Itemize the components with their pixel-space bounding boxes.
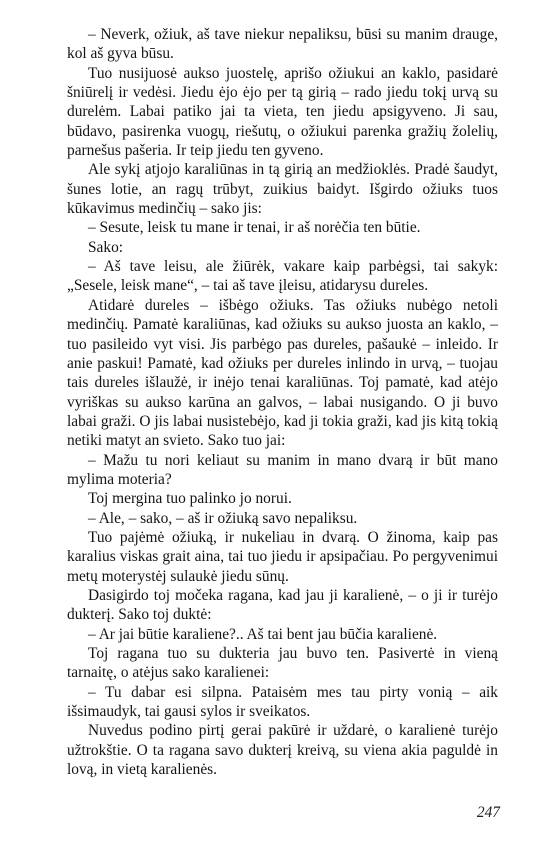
paragraph-4: – Sesute, leisk tu mane ir tenai, ir aš norėčia ten būtie. [88,219,421,237]
book-page-text [67,25,498,779]
paragraph-10: – Ale, – sako, – aš ir ožiuką savo nepaliksu. [88,509,358,527]
paragraph-12: Dasigirdo toj močeka ragana, kad jau ji karalienė, – o ji ir turėjo dukterį. Sako toj duktė: [67,586,498,624]
paragraph-16: Nuvedus podino pirtį gerai pakūrė ir uždarė, o karalienė turėjo užtrokštie. O ta ragana savo dukterį kreivą, su viena akia paguldė in lovą, in vietą karalienės. [67,722,498,779]
paragraph-13: – Ar jai būtie karaliene?.. Aš tai bent jau būčia karalienė. [88,625,438,643]
paragraph-9: Toj mergina tuo palinko jo norui. [88,490,292,508]
paragraph-8: – Mažu tu nori keliaut su manim in mano dvarą ir būt mano mylima moteria? [67,451,498,488]
paragraph-15: – Tu dabar esi silpna. Pataisėm mes tau pirty vonią – aik išsimaudyk, tai gausi sylos ir sveikatos. [67,683,498,721]
paragraph-1: – Neverk, ožiuk, aš tave niekur nepaliksu, būsi su manim drauge, kol aš gyva būsu. [67,26,498,63]
paragraph-11: Tuo pajėmė ožiuką, ir nukeliau in dvarą. O žinoma, kaip pas karalius viskas grait aina, tai tuo jiedu ir apsipačiau. Po pergyvenimui metų moterystėj sulaukė jiedu sūnų. [67,528,498,585]
page-number: 247 [476,804,500,821]
paragraph-2: Tuo nusijuosė aukso juostelę, aprišo ožiukui an kaklo, pasidarė šniūrelį ir vedėsi. Jiedu ėjo ėjo per tą girią – rado jiedu tokį urvą su durelėm. Labai patiko jai ta vieta, ten jiedu apsigyveno. Ji sau, būdavo, pasirenka vuogų, riešutų, o ožiukui parenka gražių žolelių, parnešus pašeria. Ir teip jiedu ten gyveno. [67,64,498,160]
paragraph-7: Atidarė dureles – išbėgo ožiuks. Tas ožiuks nubėgo netoli medinčių. Pamatė karaliūnas, kad ožiuks su aukso juosta an kaklo, – tuo pasileido vyt visi. Jis parbėgo pas dureles, pašaukė – inleido. Ir anie paskui! Pamatė, kad ožiuks per dureles inlindo in urvą, – tuojau tais dureles išlaužė, ir inėjo tenai karaliūnas. Toj pamatė, kad atėjo vyriškas su aukso karūna an galvos, – labai nusigando. O ji buvo labai graži. O jis labai nusistebėjo, kad ji tokia graži, kad jis kitą tokią netiki matyt an svieto. Sako tuo jai: [67,296,498,450]
paragraph-14: Toj ragana tuo su dukteria jau buvo ten. Pasivertė in vieną tarnaitę, o atėjus sako karalienei: [67,645,498,682]
paragraph-3: Ale sykį atjojo karaliūnas in tą girią an medžioklės. Pradė šaudyt, šunes lotie, an ragų trūbyt, zuikius baidyt. Išgirdo ožiuks tuos kūkavimus medinčių – sako jis: [67,161,498,218]
paragraph-5: Sako: [88,238,124,256]
paragraph-6: – Aš tave leisu, ale žiūrėk, vakare kaip parbėgsi, tai sakyk: „Sesele, leisk mane“, – tai aš tave įleisu, atidarysu dureles. [67,258,498,295]
